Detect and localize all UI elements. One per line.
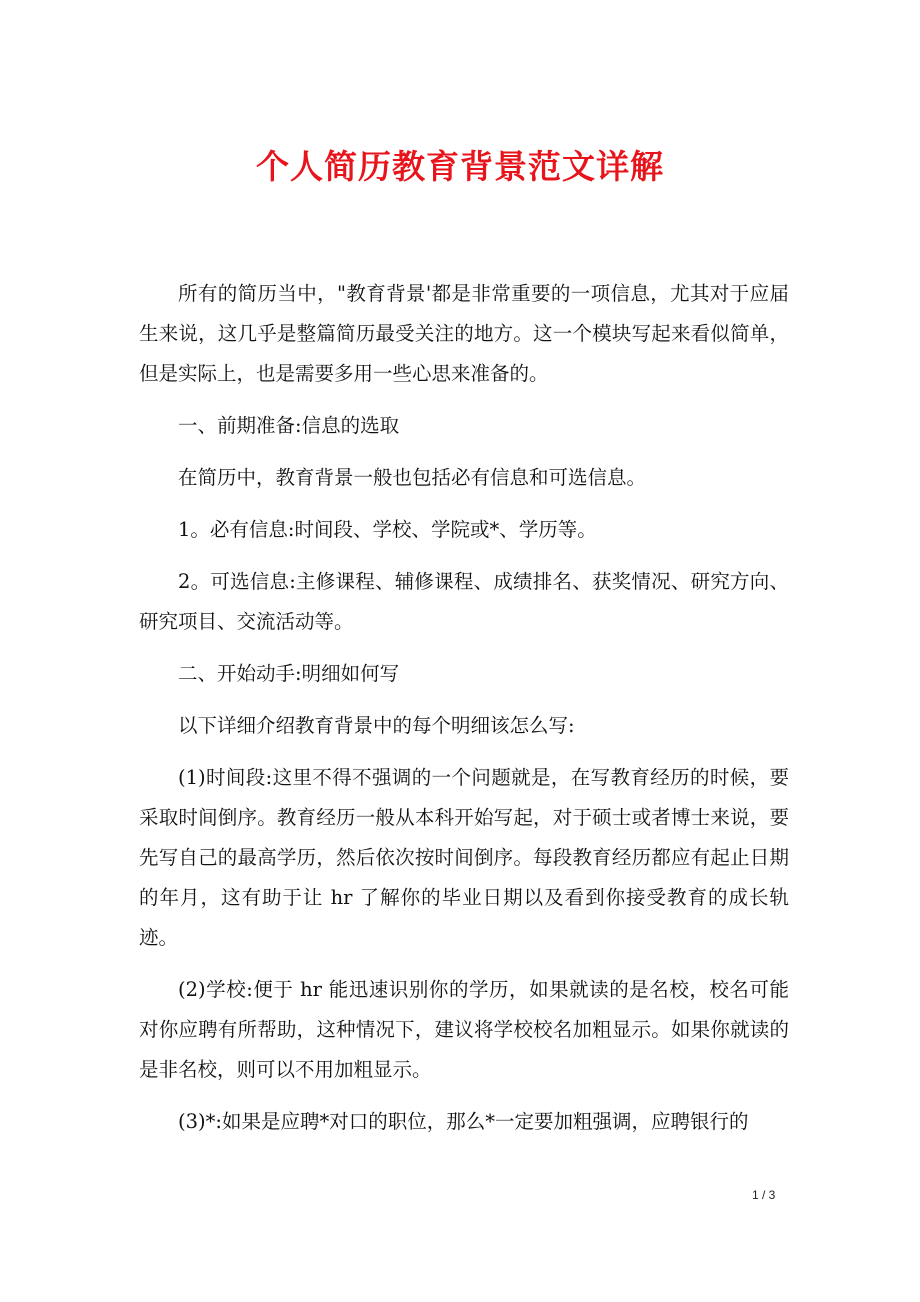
paragraph: (3)*:如果是应聘*对口的职位，那么*一定要加粗强调，应聘银行的 — [178, 1110, 749, 1133]
paragraph: 在简历中，教育背景一般也包括必有信息和可选信息。 — [178, 466, 647, 489]
section-heading: 一、前期准备:信息的选取 — [178, 414, 400, 437]
document-body — [139, 274, 789, 1154]
page-number: 1 / 3 — [752, 1188, 776, 1202]
paragraph: 以下详细介绍教育背景中的每个明细该怎么写: — [178, 714, 575, 737]
paragraph: 所有的简历当中，"教育背景'都是非常重要的一项信息，尤其对于应届生来说，这几乎是整篇简历最受关注的地方。这一个模块写起来看似简单，但是实际上，也是需要多用一些心思来准备的。 — [139, 282, 789, 385]
section-heading: 二、开始动手:明细如何写 — [178, 662, 400, 685]
paragraph: (1)时间段:这里不得不强调的一个问题就是，在写教育经历的时候，要采取时间倒序。教育经历一般从本科开始写起，对于硕士或者博士来说，要先写自己的最高学历，然后依次按时间倒序。每段教育经历都应有起止日期的年月，这有助于让 hr 了解你的毕业日期以及看到你接受教育的成长轨迹。 — [139, 766, 789, 949]
list-item: 2。可选信息:主修课程、辅修课程、成绩排名、获奖情况、研究方向、研究项目、交流活动等。 — [139, 570, 789, 633]
paragraph: (2)学校:便于 hr 能迅速识别你的学历，如果就读的是名校，校名可能对你应聘有所帮助，这种情况下，建议将学校校名加粗显示。如果你就读的是非名校，则可以不用加粗显示。 — [139, 978, 789, 1081]
document-title: 个人简历教育背景范文详解 — [256, 147, 664, 186]
list-item: 1。必有信息:时间段、学校、学院或*、学历等。 — [178, 518, 597, 541]
